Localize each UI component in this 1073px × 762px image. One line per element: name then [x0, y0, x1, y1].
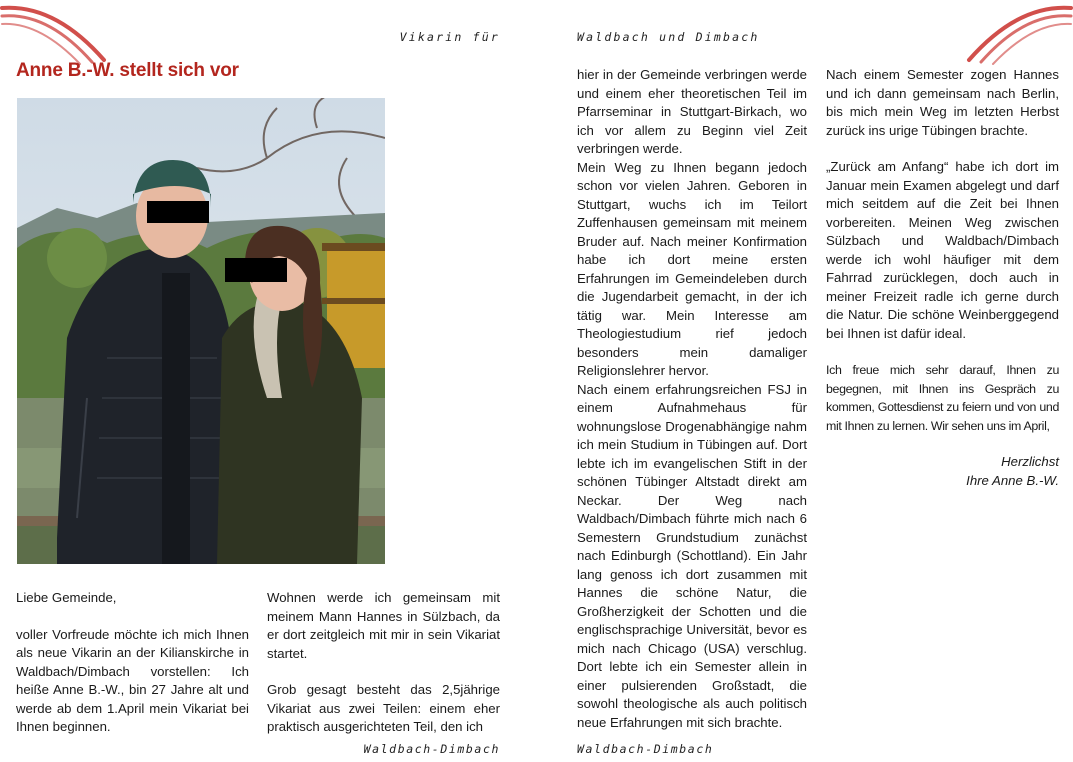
paragraph: Grob gesagt besteht das 2,5jährige Vikariat aus zwei Teilen: einem eher praktisch ausgerichteten Teil, den ich: [267, 682, 500, 734]
article-title: Anne B.-W. stellt sich vor: [16, 60, 239, 81]
text-column-4: [826, 66, 1059, 490]
running-footer-left: Waldbach-Dimbach: [363, 742, 500, 756]
running-header-left: Vikarin für: [399, 30, 500, 44]
paragraph: Mein Weg zu Ihnen begann jedoch schon vor vielen Jahren. Geboren in Stuttgart, wuchs ich im Teilort Zuffenhausen gemeinsam mit meinem Bruder auf. Nach meiner Konfirmation habe ich dort meine ersten Erfahrungen im Gemeindeleben durch die Jugendarbeit gemacht, in der ich tätig war. Mein Interesse am Theologiestudium rief jedoch besonders mein damaliger Religionslehrer hervor.: [577, 159, 807, 378]
left-page: [0, 0, 536, 762]
paragraph: „Zurück am Anfang“ habe ich dort im Januar mein Examen abgelegt und darf mich seitdem auf die Zeit bei Ihnen vorbereiten. Meinen Weg zwischen Sülzbach und Waldbach/Dimbach werde ich wohl häufiger mit dem Fahrrad zurücklegen, doch auch in meiner Freizeit radle ich gerne durch die Natur. Die schöne Weinberggegend bei Ihnen ist dafür ideal.: [826, 159, 1059, 341]
closing: Herzlichst: [1001, 454, 1059, 469]
text-column-1: [16, 589, 249, 737]
paragraph: Wohnen werde ich gemeinsam mit meinem Mann Hannes in Sülzbach, da er dort zeitgleich mit mir in sein Vikariat startet.: [267, 590, 500, 661]
couple-photo: [17, 98, 385, 564]
paragraph: voller Vorfreude möchte ich mich Ihnen als neue Vikarin an der Kilianskirche in Waldbach/Dimbach vorstellen: Ich heiße Anne B.-W., bin 27 Jahre alt und werde ab dem 1.April mein Vikariat bei Ihnen beginnen.: [16, 626, 249, 734]
signature: Ihre Anne B.-W.: [966, 472, 1059, 488]
running-header-right: Waldbach und Dimbach: [577, 30, 760, 44]
paragraph: hier in der Gemeinde verbringen werde und einem eher theoretischen Teil im Pfarrseminar in Stuttgart-Birkach, wo ich vor allem zu Beginn viel Zeit verbringen werde.: [577, 67, 807, 156]
brush-stroke-decoration-icon: [953, 0, 1073, 70]
paragraph: Nach einem erfahrungsreichen FSJ in einem Aufnahmehaus für wohnungslose Drogenabhängige nahm ich mein Studium in Tübingen auf. Dort lebte ich im evangelischen Stift in der schönen Tübinger Altstadt direkt am Neckar. Der Weg nach Waldbach/Dimbach führte mich nach 6 Semestern Grundstudium zunächst nach Edinburgh (Schottland). Ein Jahr lang genoss ich dort zusammen mit Hannes die schöne Natur, die Großherzigkeit der Schotten und die englischsprachige Universität, bevor es mich nach Chicago (USA) verschlug. Dort lebte ich ein Semester allein in einer pulsierenden Großstadt, die sowohl theologische als auch politisch neue Erfahrungen mit sich brachte.: [577, 381, 807, 730]
paragraph: Nach einem Semester zogen Hannes und ich dann gemeinsam nach Berlin, bis mich mein Weg im letzten Herbst zurück ins urige Tübingen brachte.: [826, 67, 1059, 138]
paragraph: Ich freue mich sehr darauf, Ihnen zu begegnen, mit Ihnen ins Gespräch zu kommen, Gottesdienst zu feiern und von und mit Ihnen zu lernen. Wir sehen uns im April,: [826, 363, 1059, 433]
salutation: Liebe Gemeinde,: [16, 590, 117, 605]
text-column-3: [577, 66, 807, 732]
right-page: [537, 0, 1073, 762]
running-footer-right: Waldbach-Dimbach: [577, 742, 714, 756]
text-column-2: [267, 589, 500, 737]
